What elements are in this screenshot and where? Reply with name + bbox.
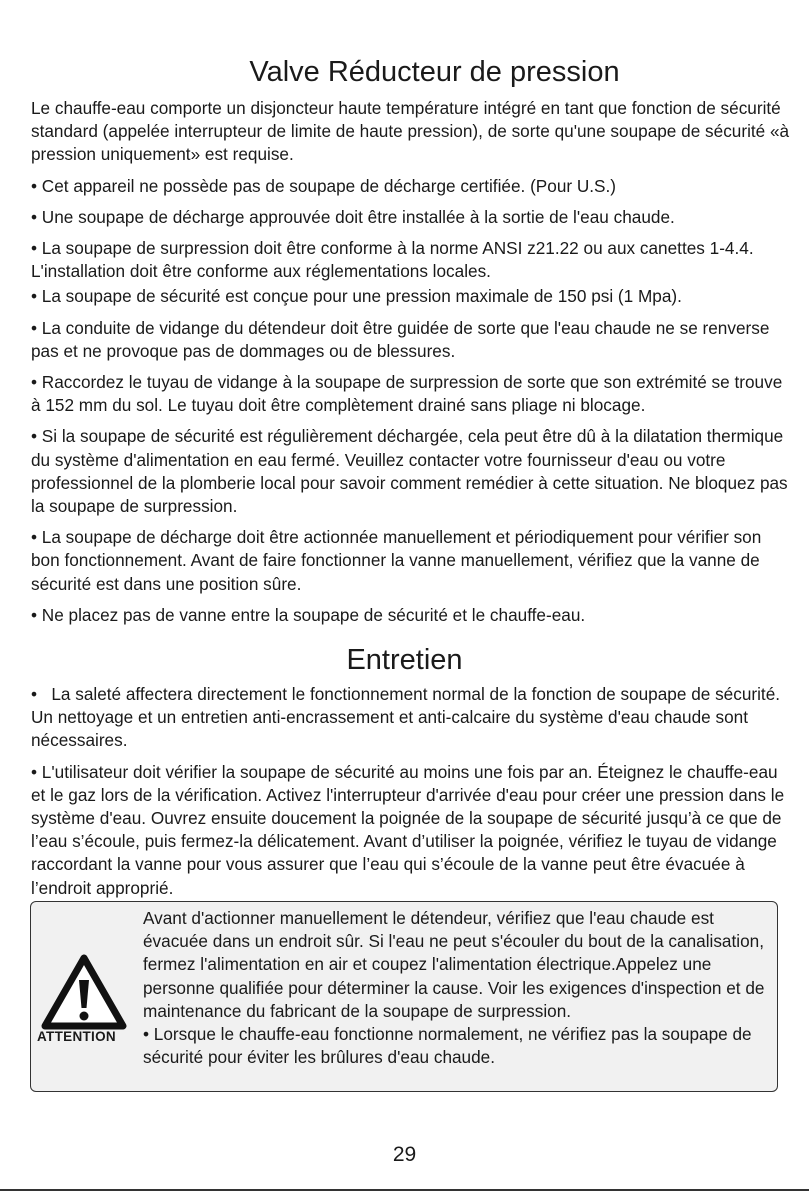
bullet-item: • Si la soupape de sécurité est régulièrement déchargée, cela peut être dû à la dilatation thermique du système d'alimentation en eau fermé. Veuillez contacter votre fournisseur d'eau ou votre professionnel de la plomberie local pour savoir comment remédier à cette situation. Ne bloquez pas la soupape de surpression. (31, 426, 788, 517)
attention-label: ATTENTION (37, 1029, 116, 1044)
bullet-item: • La conduite de vidange du détendeur doit être guidée de sorte que l'eau chaude ne se renverse pas et ne provoque pas de dommages ou de blessures. (31, 317, 770, 361)
bullet-item: • Cet appareil ne possède pas de soupape de décharge certifiée. (Pour U.S.) (31, 175, 617, 196)
pressure-valve-section (31, 97, 791, 629)
attention-box (30, 901, 778, 1092)
bullet-item: • Ne placez pas de vanne entre la soupape de sécurité et le chauffe-eau. (31, 604, 586, 625)
bullet-item: • La soupape de surpression doit être conforme à la norme ANSI z21.22 ou aux canettes 1-4.4. L'installation doit être conforme aux réglementations locales. (31, 238, 754, 282)
section-title-maintenance: Entretien (346, 644, 463, 676)
attention-text (143, 907, 773, 1069)
bullet-item: • Une soupape de décharge approuvée doit être installée à la sortie de l'eau chaude. (31, 206, 675, 227)
bullet-item: • L'utilisateur doit vérifier la soupape de sécurité au moins une fois par an. Éteignez le chauffe-eau et le gaz lors de la vérification. Activez l'interrupteur d'arrivée d'eau pour créer une pression dans le système d'eau. Ouvrez ensuite doucement la poignée de la soupape de sécurité jusqu’à ce que de l’eau s’écoule, puis fermez-la délicatement. Avant d’utiliser la poignée, vérifiez le tuyau de vidange raccordant la vanne pour vous assurer que l’eau qui s’écoule de la vanne peut être évacuée à l’endroit approprié. (31, 761, 785, 898)
bullet-item: • La saleté affectera directement le fonctionnement normal de la fonction de soupape de sécurité. Un nettoyage et un entretien anti-encrassement et anti-calcaire du système d'eau chaude sont nécessaires. (31, 684, 781, 751)
intro-paragraph: Le chauffe-eau comporte un disjoncteur haute température intégré en tant que fonction de sécurité standard (appelée interrupteur de limite de haute pression), de sorte qu'une soupape de sécurité «à pression uniquement» est requise. (31, 98, 790, 165)
attention-paragraph: Avant d'actionner manuellement le détendeur, vérifiez que l'eau chaude est évacuée dans un endroit sûr. Si l'eau ne peut s'écouler du bout de la canalisation, fermez l'alimentation en air et coupez l'alimentation électrique.Appelez une personne qualifiée pour déterminer la cause. Voir les exigences d'inspection et de maintenance du fabricant de la soupape de surpression. (143, 908, 765, 1021)
bottom-divider (0, 1189, 809, 1191)
page-number: 29 (392, 1143, 417, 1166)
section-title-pressure-valve: Valve Réducteur de pression (249, 56, 620, 88)
bullet-item: • La soupape de sécurité est conçue pour une pression maximale de 150 psi (1 Mpa). (31, 286, 682, 307)
bullet-item: • La soupape de décharge doit être actionnée manuellement et périodiquement pour vérifier son bon fonctionnement. Avant de faire fonctionner la vanne manuellement, vérifiez que la vanne de sécurité est dans une position sûre. (31, 527, 762, 594)
maintenance-section (31, 683, 791, 902)
bullet-item: • Raccordez le tuyau de vidange à la soupape de surpression de sorte que son extrémité se trouve à 152 mm du sol. Le tuyau doit être complètement drainé sans pliage ni blocage. (31, 372, 783, 416)
attention-bullet: • Lorsque le chauffe-eau fonctionne normalement, ne vérifiez pas la soupape de sécurité pour éviter les brûlures d'eau chaude. (143, 1024, 752, 1068)
